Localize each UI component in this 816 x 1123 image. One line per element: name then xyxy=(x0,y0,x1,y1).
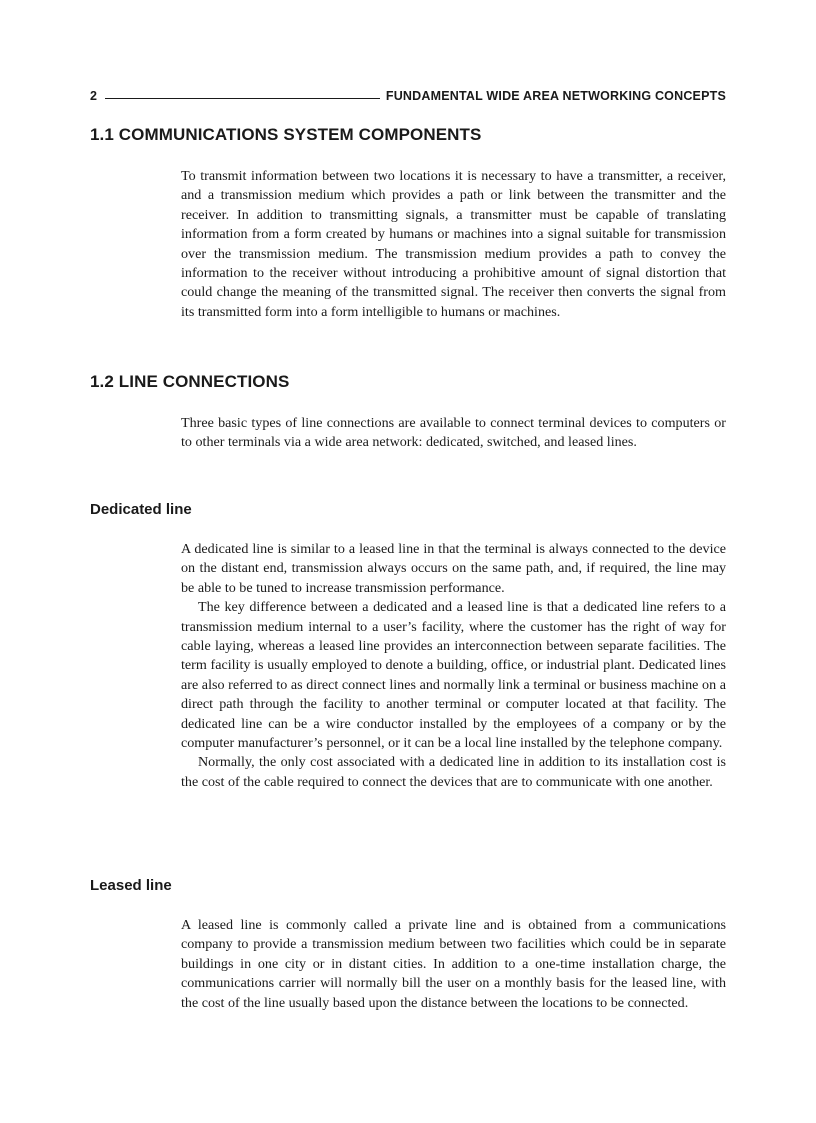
subsection-heading-leased-line: Leased line xyxy=(90,877,172,894)
subsection-body-dedicated-line xyxy=(181,540,726,792)
section-body-1-2 xyxy=(181,414,726,453)
section-body-1-1 xyxy=(181,167,726,322)
subsection-heading-dedicated-line: Dedicated line xyxy=(90,501,192,518)
paragraph: A leased line is commonly called a private line and is obtained from a communications company to provide a transmission medium between two facilities which could be in separate buildings in one city or in distant cities. In addition to a one-time installation charge, the communications carrier will normally bill the user on a monthly basis for the leased line, with the cost of the line usually based upon the distance between the locations to be connected. xyxy=(181,917,726,1011)
running-header xyxy=(90,85,726,103)
section-heading-1-1: 1.1 COMMUNICATIONS SYSTEM COMPONENTS xyxy=(90,125,482,144)
paragraph: Normally, the only cost associated with a dedicated line in addition to its installation cost is the cost of the cable required to connect the devices that are to communicate with one another. xyxy=(181,754,726,790)
header-rule xyxy=(105,98,380,99)
paragraph: The key difference between a dedicated and a leased line is that a dedicated line refers to a transmission medium internal to a user’s facility, where the customer has the right of way for cable laying, whereas a leased line provides an interconnection between separate facilities. The term facility is usually employed to denote a building, office, or industrial plant. Dedicated lines are also referred to as direct connect lines and normally link a terminal or business machine on a direct path through the facility to another terminal or computer located at that facility. The dedicated line can be a wire conductor installed by the employees of a company or by the computer manufacturer’s personnel, or it can be a local line installed by the telephone company. xyxy=(181,599,726,752)
subsection-body-leased-line xyxy=(181,916,726,1013)
paragraph: A dedicated line is similar to a leased line in that the terminal is always connected to the device on the distant end, transmission always occurs on the same path, and, if required, the line may be able to be tuned to increase transmission performance. xyxy=(181,541,726,596)
chapter-title: FUNDAMENTAL WIDE AREA NETWORKING CONCEPTS xyxy=(385,89,726,103)
paragraph: Three basic types of line connections are available to connect terminal devices to computers or to other terminals via a wide area network: dedicated, switched, and leased lines. xyxy=(181,415,726,451)
page-number: 2 xyxy=(90,89,98,103)
section-heading-1-2: 1.2 LINE CONNECTIONS xyxy=(90,372,290,391)
paragraph: To transmit information between two locations it is necessary to have a transmitter, a receiver, and a transmission medium which provides a path or link between the transmitter and the receiver. In addition to transmitting signals, a transmitter must be capable of translating information from a form created by humans or machines into a signal suitable for transmission over the transmission medium. The transmission medium provides a path to convey the information to the receiver without introducing a prohibitive amount of signal distortion that could change the meaning of the transmitted signal. The receiver then converts the signal from its transmitted form into a form intelligible to humans or machines. xyxy=(181,168,726,320)
